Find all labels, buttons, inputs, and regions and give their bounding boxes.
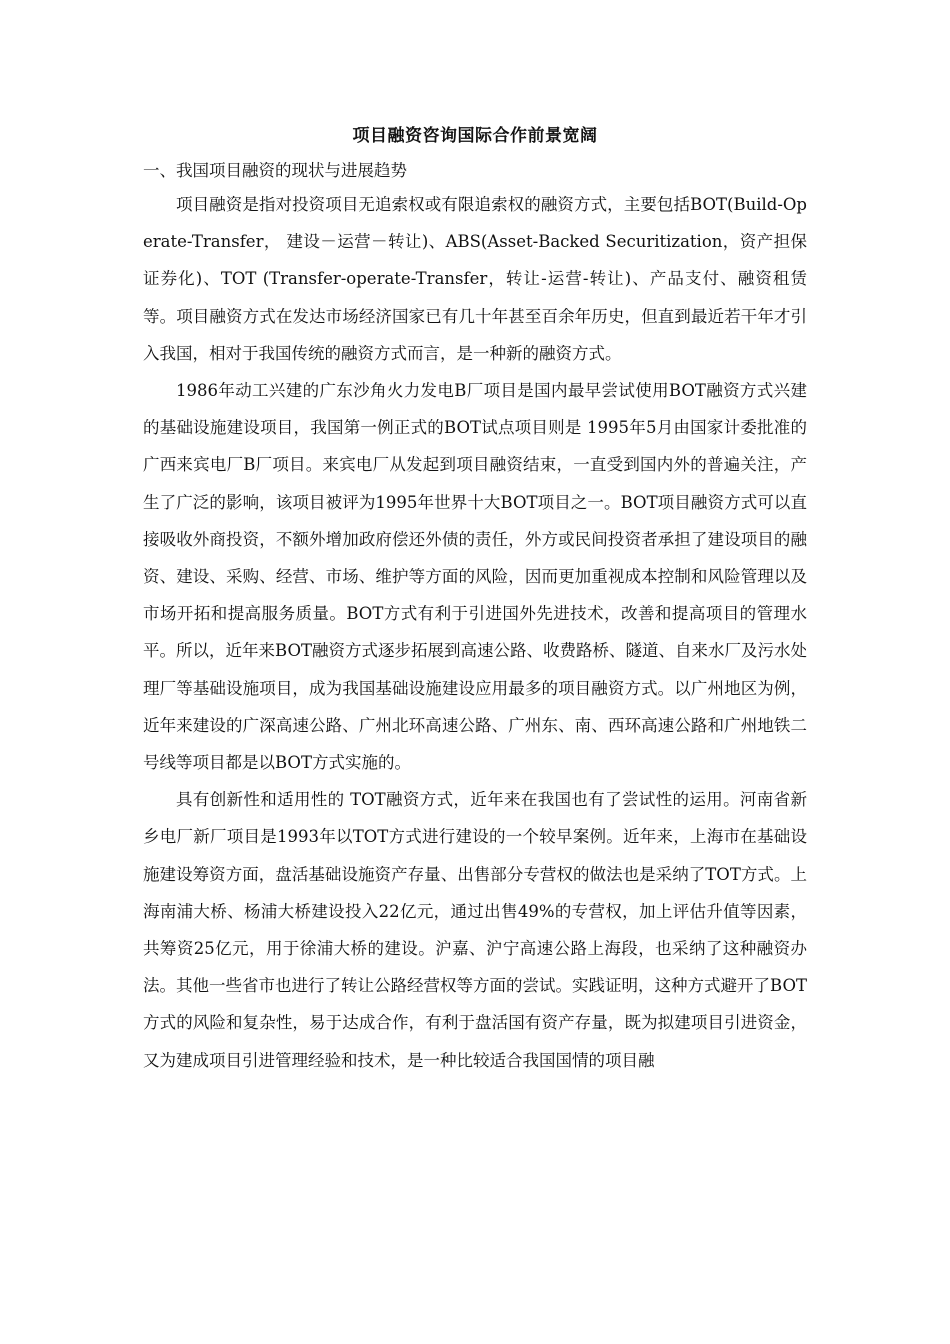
document-page <box>143 120 807 1079</box>
paragraph-1: 项目融资是指对投资项目无追索权或有限追索权的融资方式，主要包括BOT(Build-Operate-Transfer， 建设－运营－转让)、ABS(Asset-Backed Securitization，资产担保证券化)、TOT (Transfer-operate-Transfer，转让-运营-转让)、产品支付、融资租赁等。项目融资方式在发达市场经济国家已有几十年甚至百余年历史，但直到最近若干年才引入我国，相对于我国传统的融资方式而言，是一种新的融资方式。 <box>143 195 807 363</box>
paragraph-3: 具有创新性和适用性的 TOT融资方式，近年来在我国也有了尝试性的运用。河南省新乡电厂新厂项目是1993年以TOT方式进行建设的一个较早案例。近年来，上海市在基础设施建设筹资方面，盘活基础设施资产存量、出售部分专营权的做法也是采纳了TOT方式。上海南浦大桥、杨浦大桥建设投入22亿元，通过出售49%的专营权，加上评估升值等因素，共筹资25亿元，用于徐浦大桥的建设。沪嘉、沪宁高速公路上海段，也采纳了这种融资办法。其他一些省市也进行了转让公路经营权等方面的尝试。实践证明，这种方式避开了BOT方式的风险和复杂性，易于达成合作，有利于盘活国有资产存量，既为拟建项目引进资金，又为建成项目引进管理经验和技术，是一种比较适合我国国情的项目融 <box>143 790 807 1070</box>
section-heading: 一、我国项目融资的现状与进展趋势 <box>143 161 407 180</box>
paragraph-2: 1986年动工兴建的广东沙角火力发电B厂项目是国内最早尝试使用BOT融资方式兴建的基础设施建设项目，我国第一例正式的BOT试点项目则是 1995年5月由国家计委批准的广西来宾电厂B厂项目。来宾电厂从发起到项目融资结束，一直受到国内外的普遍关注，产生了广泛的影响，该项目被评为1995年世界十大BOT项目之一。BOT项目融资方式可以直接吸收外商投资，不额外增加政府偿还外债的责任，外方或民间投资者承担了建设项目的融资、建设、采购、经营、市场、维护等方面的风险，因而更加重视成本控制和风险管理以及市场开拓和提高服务质量。BOT方式有利于引进国外先进技术，改善和提高项目的管理水平。所以，近年来BOT融资方式逐步拓展到高速公路、收费路桥、隧道、自来水厂及污水处理厂等基础设施项目，成为我国基础设施建设应用最多的项目融资方式。以广州地区为例，近年来建设的广深高速公路、广州北环高速公路、广州东、南、西环高速公路和广州地铁二号线等项目都是以BOT方式实施的。 <box>143 381 807 773</box>
document-title: 项目融资咨询国际合作前景宽阔 <box>352 126 598 146</box>
